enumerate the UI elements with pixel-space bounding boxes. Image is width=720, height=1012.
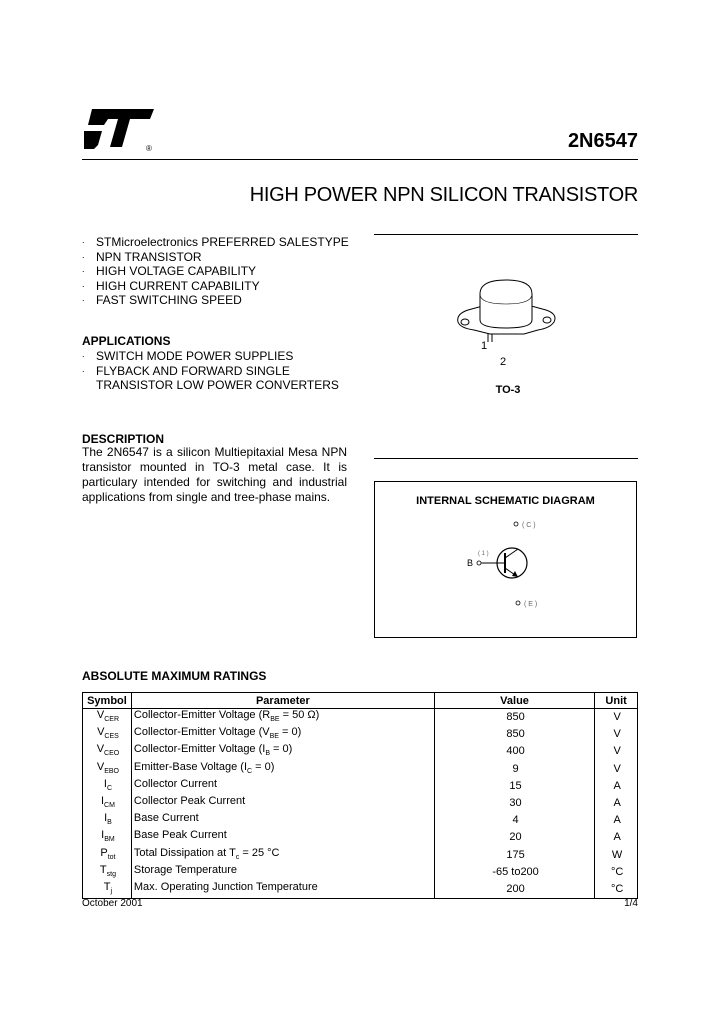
value-cell: 30 xyxy=(434,795,594,812)
symbol-subscript: tot xyxy=(107,853,116,861)
symbol-cell xyxy=(83,864,132,881)
table-row xyxy=(83,795,638,812)
parameter-text: Base Peak Current xyxy=(133,829,227,842)
feature-item: . NPN TRANSISTOR xyxy=(82,249,202,264)
footer-page-number: 1/4 xyxy=(624,898,638,909)
parameter-cell xyxy=(131,881,434,899)
unit-cell: A xyxy=(595,795,638,812)
unit-cell: A xyxy=(595,829,638,846)
symbol-letter: V xyxy=(96,760,105,773)
parameter-text: Collector-Emitter Voltage (I xyxy=(133,743,266,756)
symbol-letter: V xyxy=(97,726,105,739)
part-number: 2N6547 xyxy=(567,130,638,152)
table-row xyxy=(83,709,638,727)
symbol-cell xyxy=(83,709,132,727)
parameter-tail: = 0) xyxy=(278,726,302,739)
ratings-heading: ABSOLUTE MAXIMUM RATINGS xyxy=(82,669,267,683)
description-rule xyxy=(374,458,638,459)
pin1-label: 1 xyxy=(481,340,488,352)
page-title: HIGH POWER NPN SILICON TRANSISTOR xyxy=(249,184,638,206)
parameter-subscript: B xyxy=(265,750,270,758)
value-cell: -65 to200 xyxy=(434,864,594,881)
feature-item: . HIGH CURRENT CAPABILITY xyxy=(82,278,260,293)
symbol-letter: I xyxy=(103,777,107,790)
description-heading: DESCRIPTION xyxy=(82,432,165,446)
symbol-subscript: CES xyxy=(104,733,119,741)
feature-item: . FAST SWITCHING SPEED xyxy=(82,293,242,307)
parameter-cell xyxy=(131,795,434,812)
parameter-subscript: c xyxy=(235,853,240,861)
schematic-title: INTERNAL SCHEMATIC DIAGRAM xyxy=(416,495,595,507)
column-header: Parameter xyxy=(131,693,434,709)
application-item: . FLYBACK AND FORWARD SINGLE TRANSISTOR LOW POWER CONVERTERS xyxy=(82,363,339,392)
symbol-subscript: B xyxy=(107,819,112,827)
svg-text:( C ): ( C ) xyxy=(522,522,536,529)
table-row xyxy=(83,812,638,829)
description-text: The 2N6547 is a silicon Multiepitaxial Mesa NPN transistor mounted in TO-3 metal case. It is particulary intended for switching and industrial applications from single and tree-phase mains. xyxy=(82,445,347,504)
parameter-cell xyxy=(131,709,434,727)
parameter-text: Max. Operating Junction Temperature xyxy=(133,880,318,893)
title-rule xyxy=(374,234,638,235)
symbol-subscript: C xyxy=(106,784,112,792)
parameter-cell xyxy=(131,726,434,743)
symbol-cell xyxy=(83,881,132,899)
table-row xyxy=(83,761,638,778)
parameter-cell xyxy=(131,864,434,881)
parameter-subscript: BE xyxy=(270,716,280,724)
table-row xyxy=(83,829,638,846)
value-cell: 200 xyxy=(434,881,594,899)
unit-cell: V xyxy=(595,726,638,743)
parameter-tail: = 0) xyxy=(252,760,275,773)
feature-item: . STMicroelectronics PREFERRED SALESTYPE xyxy=(82,235,349,249)
parameter-text: Emitter-Base Voltage (I xyxy=(133,760,247,773)
pin2-label: 2 xyxy=(500,356,507,368)
table-row xyxy=(83,726,638,743)
header-rule xyxy=(82,159,638,160)
value-cell: 175 xyxy=(434,847,594,864)
symbol-cell xyxy=(83,761,132,778)
symbol-cell xyxy=(83,743,132,760)
value-cell: 400 xyxy=(434,743,594,760)
symbol-letter: T xyxy=(99,863,107,876)
value-cell: 850 xyxy=(434,709,594,727)
symbol-cell xyxy=(83,812,132,829)
parameter-text: Collector-Emitter Voltage (R xyxy=(133,709,271,721)
value-cell: 850 xyxy=(434,726,594,743)
parameter-text: Collector-Emitter Voltage (V xyxy=(133,726,270,739)
symbol-cell xyxy=(83,847,132,864)
unit-cell: V xyxy=(595,743,638,760)
transistor-symbol xyxy=(460,515,570,615)
svg-text:( E ): ( E ) xyxy=(524,601,538,608)
table-row xyxy=(83,864,638,881)
symbol-subscript: BM xyxy=(104,836,115,844)
footer-date: October 2001 xyxy=(82,898,143,909)
symbol-cell xyxy=(83,778,132,795)
applications-list xyxy=(82,349,362,393)
table-row xyxy=(83,847,638,864)
value-cell: 4 xyxy=(434,812,594,829)
value-cell: 20 xyxy=(434,829,594,846)
column-header: Value xyxy=(434,693,594,709)
symbol-letter: V xyxy=(96,743,105,756)
symbol-letter: P xyxy=(100,846,108,859)
applications-heading: APPLICATIONS xyxy=(82,334,171,348)
parameter-cell xyxy=(131,812,434,829)
unit-cell: V xyxy=(595,709,638,727)
table-row xyxy=(83,881,638,899)
parameter-tail: = 0) xyxy=(270,743,293,756)
application-item: . SWITCH MODE POWER SUPPLIES xyxy=(82,349,294,363)
parameter-subscript: BE xyxy=(269,733,279,741)
symbol-subscript: CM xyxy=(104,802,115,810)
unit-cell: A xyxy=(595,812,638,829)
symbol-subscript: stg xyxy=(106,870,116,878)
symbol-subscript: CER xyxy=(104,716,119,724)
ratings-table xyxy=(82,692,638,899)
value-cell: 15 xyxy=(434,778,594,795)
table-header-row xyxy=(83,693,638,709)
parameter-tail: = 50 Ω) xyxy=(279,709,320,721)
table-row xyxy=(83,743,638,760)
unit-cell: A xyxy=(595,778,638,795)
schematic-base-label: B xyxy=(467,558,474,568)
unit-cell: °C xyxy=(595,864,638,881)
value-cell: 9 xyxy=(434,761,594,778)
symbol-cell xyxy=(83,795,132,812)
column-header: Symbol xyxy=(83,693,132,709)
parameter-subscript: C xyxy=(247,767,253,775)
unit-cell: °C xyxy=(595,881,638,899)
parameter-cell xyxy=(131,743,434,760)
symbol-letter: V xyxy=(96,709,105,721)
parameter-cell xyxy=(131,778,434,795)
unit-cell: V xyxy=(595,761,638,778)
parameter-cell xyxy=(131,829,434,846)
parameter-tail: = 25 °C xyxy=(239,846,280,859)
symbol-letter: T xyxy=(103,880,111,893)
symbol-subscript: EBO xyxy=(104,767,120,775)
parameter-text: Collector Peak Current xyxy=(133,794,246,807)
parameter-text: Storage Temperature xyxy=(133,863,238,876)
parameter-cell xyxy=(131,761,434,778)
symbol-subscript: CEO xyxy=(104,750,120,758)
svg-text:( 1 ): ( 1 ) xyxy=(478,551,489,557)
symbol-letter: I xyxy=(100,794,105,807)
feature-list xyxy=(82,235,372,308)
symbol-letter: I xyxy=(104,812,108,825)
package-label: TO-3 xyxy=(495,384,521,396)
parameter-cell xyxy=(131,847,434,864)
symbol-cell xyxy=(83,726,132,743)
svg-text:®: ® xyxy=(146,144,152,151)
table-row xyxy=(83,778,638,795)
column-header: Unit xyxy=(595,693,638,709)
parameter-text: Collector Current xyxy=(133,777,218,790)
unit-cell: W xyxy=(595,847,638,864)
symbol-cell xyxy=(83,829,132,846)
st-logo xyxy=(84,105,156,151)
symbol-subscript: j xyxy=(110,888,113,896)
parameter-text: Total Dissipation at T xyxy=(133,846,236,859)
parameter-text: Base Current xyxy=(133,812,199,825)
symbol-letter: I xyxy=(101,829,105,842)
feature-item: . HIGH VOLTAGE CAPABILITY xyxy=(82,264,257,278)
